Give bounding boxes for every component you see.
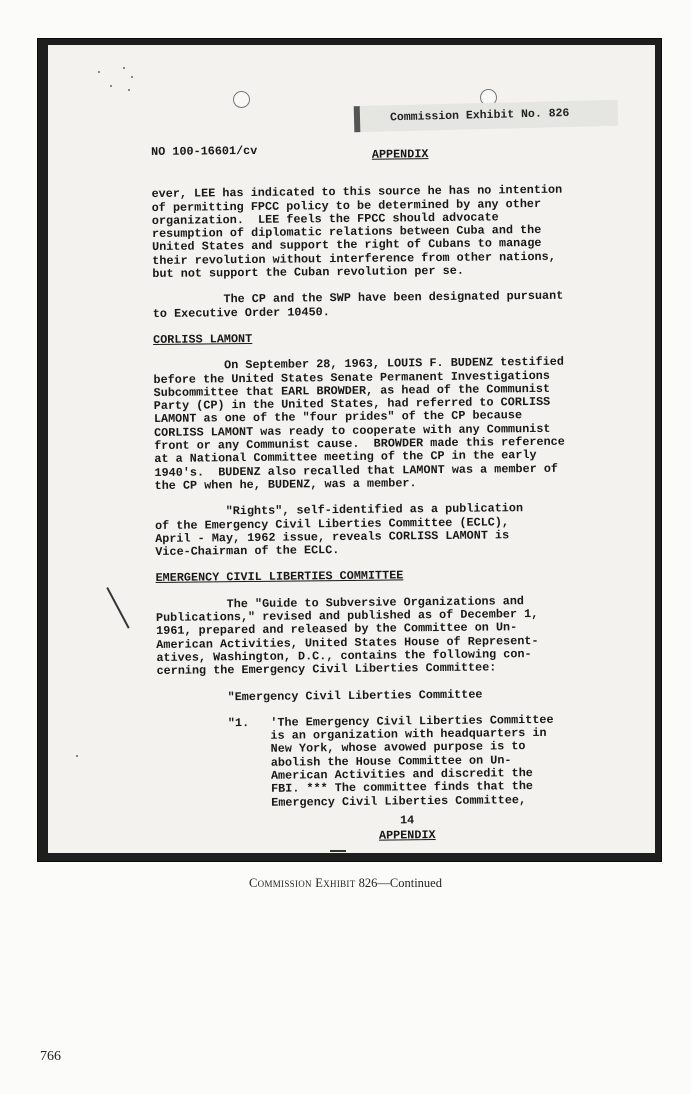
speck	[128, 89, 130, 91]
quote-block	[157, 713, 626, 811]
text-line: Emergency Civil Liberties Committee,	[157, 792, 527, 811]
text-line: resumption of diplomatic relations between Cuba and the	[151, 223, 542, 242]
text-line: LAMONT as one of the "four prides" of the CP because	[153, 408, 523, 427]
paragraph-5	[156, 594, 625, 679]
inner-page-number: 14	[399, 813, 415, 828]
exhibit-stamp: Commission Exhibit No. 826	[354, 100, 619, 132]
speck	[76, 755, 78, 757]
bottom-tick	[330, 850, 346, 852]
text-line: Party (CP) in the United States, had referred to CORLISS	[153, 394, 551, 414]
speck	[110, 85, 112, 87]
text-line: The CP and the SWP have been designated pursuant	[152, 289, 564, 308]
text-line: cerning the Emergency Civil Liberties Committee:	[156, 660, 497, 679]
speck	[98, 71, 100, 73]
text-line: American Activities, United States House of Represent-	[156, 633, 539, 652]
text-line: their revolution without interference from other nations,	[152, 249, 556, 268]
typed-text	[151, 136, 626, 845]
text-line: is an organization with headquarters in	[157, 725, 547, 745]
text-line: front or any Communist cause. BROWDER made this reference	[154, 434, 565, 454]
text-line: New York, whose avowed purpose is to	[157, 739, 526, 758]
page-number: 766	[40, 1049, 61, 1064]
appendix-footer: APPENDIX	[378, 828, 436, 843]
caption-rest: 826—Continued	[358, 876, 442, 890]
paragraph-1	[151, 183, 620, 281]
paragraph-4	[155, 501, 624, 559]
text-line: atives, Washington, D.C., contains the following con-	[156, 646, 532, 665]
text-line: 1940's. BUDENZ also recalled that LAMONT was a member of	[154, 461, 559, 480]
exhibit-caption	[0, 876, 691, 891]
text-line: Subcommittee that EARL BROWDER, as head of the Communist	[153, 381, 551, 400]
text-line: FBI. *** The committee finds that the	[157, 779, 534, 798]
section-heading-lamont: CORLISS LAMONT	[153, 331, 253, 347]
speck	[123, 67, 125, 69]
text-line: of permitting FPCC policy to be determined by any other	[151, 196, 542, 215]
text-line: American Activities and discredit the	[157, 766, 533, 784]
text-line: before the United States Senate Permanent Investigations	[153, 368, 551, 387]
file-number: NO 100-16601/cv	[151, 143, 258, 159]
document-photo	[37, 38, 662, 862]
text-line: at a National Committee meeting of the CP in the early	[154, 448, 537, 467]
text-line: to Executive Order 10450.	[152, 304, 330, 321]
text-line: but not support the Cuban revolution per se.	[152, 263, 464, 282]
text-line: United States and support the right of Cubans to manage	[152, 236, 542, 255]
paragraph-3	[153, 355, 622, 493]
quote-title: "Emergency Civil Liberties Committee	[156, 687, 483, 705]
caption-prefix: Commission Exhibit	[249, 876, 356, 890]
text-line: the CP when he, BUDENZ, was a member.	[154, 476, 417, 493]
text-line: On September 28, 1963, LOUIS F. BUDENZ testified	[153, 354, 565, 374]
text-line: Vice-Chairman of the ECLC.	[155, 543, 340, 560]
appendix-heading: APPENDIX	[371, 147, 429, 162]
text-line: April - May, 1962 issue, reveals CORLISS LAMONT is	[155, 528, 510, 546]
text-line: "1. 'The Emergency Civil Liberties Committee	[157, 712, 554, 731]
text-line: of the Emergency Civil Liberties Committee (ECLC),	[154, 514, 510, 533]
text-line: abolish the House Committee on Un-	[157, 752, 512, 771]
text-line: ever, LEE has indicated to this source he has no intention	[151, 182, 563, 202]
text-line: The "Guide to Subversive Organizations and	[155, 593, 525, 612]
punch-hole-left	[233, 91, 250, 108]
text-line: 1961, prepared and released by the Committee on Un-	[156, 620, 518, 639]
text-line: organization. LEE feels the FPCC should advocate	[151, 210, 499, 228]
text-line: Publications," revised and published as of December 1,	[155, 606, 539, 625]
section-heading-eclc: EMERGENCY CIVIL LIBERTIES COMMITTEE	[155, 568, 404, 586]
speck	[131, 76, 133, 78]
typed-page	[48, 45, 655, 853]
text-line: CORLISS LAMONT was ready to cooperate with any Communist	[153, 421, 551, 440]
text-line: "Rights", self-identified as a publication	[154, 501, 524, 520]
